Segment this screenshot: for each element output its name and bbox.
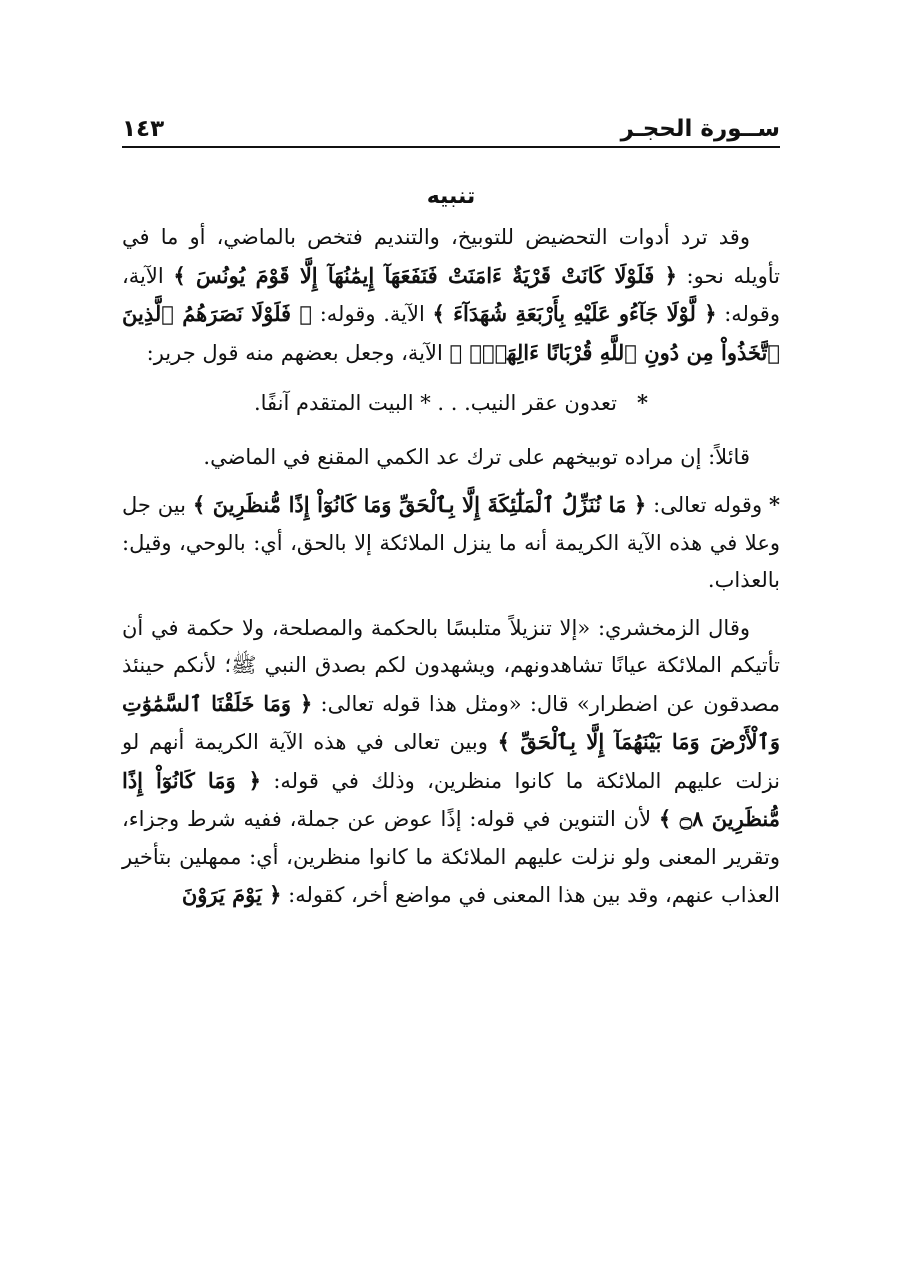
star-marker: * [637, 390, 649, 415]
paragraph-text: وقد ترد أدوات التحضيض للتوبيخ، والتنديم فتخص بالماضي، أو ما في تأويله نحو: [122, 225, 780, 288]
star-marker: * [769, 492, 781, 517]
paragraph-text: وقال الزمخشري: «إلا تنزيلاً متلبسًا بالحكمة والمصلحة، ولا حكمة في أن تأتيكم الملائكة عيانًا تشاهدونهم، ويشهدون لكم بصدق النبي ﷺ؛ لأنكم حينئذ مصدقون عن اضطرار» قال: «ومثل هذا قوله تعالى: [122, 615, 781, 716]
quran-verse: ﴿ فَلَوْلَا كَانَتْ قَرْيَةٌ ءَامَنَتْ فَنَفَعَهَآ إِيمَٰنُهَآ إِلَّا قَوْمَ يُونُسَ ﴾ [173, 262, 677, 288]
paragraph-2: قائلاً: إن مراده توبيخهم على ترك عد الكمي المقنع في الماضي. [203, 444, 750, 469]
page-header [122, 100, 780, 148]
paragraph-text: بين جل وعلا في هذه الآية الكريمة أنه ما ينزل الملائكة إلا بالحق، أي: بالوحي، وقيل: بالعذاب. [122, 493, 780, 592]
poem-text: تعدون عقر النيب. . . * البيت المتقدم آنفًا. [253, 391, 617, 415]
surah-title: ســورة الحجـر [620, 116, 780, 142]
book-page [122, 100, 780, 925]
section-heading: تنبيه [426, 184, 476, 209]
quran-verse: ﴿ يَوْمَ يَرَوْنَ [181, 882, 282, 907]
paragraph-text: وقوله تعالى: [646, 493, 770, 517]
paragraph-text: وبين تعالى في هذه الآية الكريمة أنهم لو نزلت عليهم الملائكة ما كانوا منظرين، وذلك في قوله: [122, 730, 780, 793]
paragraph-text: الآية، وجعل بعضهم منه قول جرير: [146, 340, 450, 365]
quran-verse: ﴿ فَلَوْلَا نَصَرَهُمُ ٱلَّذِينَ ٱتَّخَذُواْ مِن دُونِ ٱللَّهِ قُرْبَانًا ءَالِهَةًۢ ﴾ [122, 301, 780, 365]
quran-verse: ﴿ لَّوْلَا جَآءُو عَلَيْهِ بِأَرْبَعَةِ شُهَدَآءَ ﴾ [432, 301, 717, 326]
paragraph-text: الآية. وقوله: [312, 302, 433, 326]
paragraph-text: الآية، وقوله: [122, 263, 780, 326]
quran-verse: ﴿ مَا نُنَزِّلُ ٱلْمَلَٰٓئِكَةَ إِلَّا بِٱلْحَقِّ وَمَا كَانُوٓاْ إِذًا مُّنظَرِينَ ﴾ [192, 492, 647, 517]
paragraph-1 [122, 219, 780, 372]
poem-line [122, 384, 780, 423]
paragraph-text: لأن التنوين في قوله: إذًا عوض عن جملة، ففيه شرط وجزاء، وتقرير المعنى ولو نزلت عليهم الملائكة ما كانوا منظرين، أي: ممهلين بتأخير العذاب عنهم، وقد بين هذا المعنى في مواضع أخر، كقوله: [122, 807, 780, 907]
paragraph-4 [122, 610, 780, 915]
page-number: ١٤٣ [122, 116, 165, 142]
paragraph-3 [122, 486, 780, 600]
quran-verse: ﴿ وَمَا كَانُوٓاْ إِذًا مُّنظَرِينَ ۝٨ ﴾ [122, 767, 781, 831]
quran-verse: ﴿ وَمَا خَلَقْنَا ٱلسَّمَٰوَٰتِ وَٱلْأَرْضَ وَمَا بَيْنَهُمَآ إِلَّا بِٱلْحَقِّ ﴾ [122, 690, 780, 754]
